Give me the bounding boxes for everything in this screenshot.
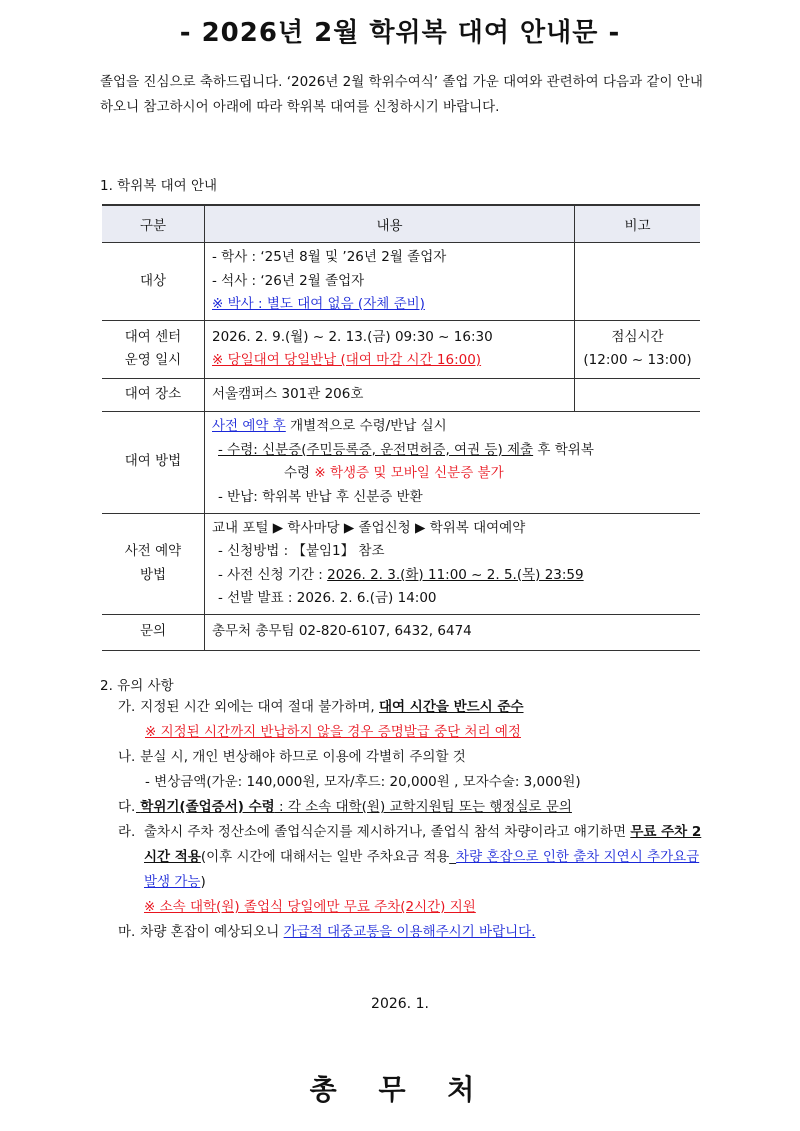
- note-ga-label: 가.: [118, 699, 136, 715]
- note-na-label: 나.: [118, 749, 136, 765]
- center-hours: 2026. 2. 9.(월) ~ 2. 13.(금) 09:30 ~ 16:30: [212, 328, 493, 345]
- method-line1: [212, 415, 693, 439]
- note-ma-label: 마.: [118, 924, 136, 940]
- center-content: [205, 320, 575, 378]
- note-ma-b: 가급적 대중교통을 이용해주시기 바랍니다.: [283, 924, 536, 940]
- target-content: [205, 243, 575, 321]
- section1-heading: 1. 학위복 대여 안내: [100, 178, 218, 194]
- note-ga: [100, 695, 705, 720]
- header-content: 내용: [205, 205, 575, 243]
- reserve-label-line2: 방법: [139, 566, 167, 583]
- table-row-method: [102, 411, 700, 513]
- note-na-a: 분실 시, 개인 변상해야 하므로 이용에 각별히 주의할 것: [140, 749, 466, 765]
- header-category: 구분: [102, 205, 205, 243]
- reserve-period: [212, 564, 693, 588]
- method-label: 대여 방법: [102, 411, 205, 513]
- method-reservation-required: 사전 예약 후: [212, 418, 286, 434]
- document-title: - 2026년 2월 학위복 대여 안내문 -: [179, 18, 621, 48]
- notes-list: [100, 695, 705, 945]
- note-ra-d: 차량 혼잡으로 인한 출차 지연시 추가요금 발생 가능: [144, 849, 700, 890]
- issue-date: 2026. 1.: [371, 996, 429, 1012]
- center-label-line2: 운영 일시: [124, 352, 182, 368]
- table-header-row: [102, 205, 700, 243]
- note-ma: [100, 920, 705, 945]
- note-na: [100, 745, 705, 770]
- note-ma-a: 차량 혼잡이 예상되오니: [140, 924, 284, 940]
- center-label: [102, 320, 205, 378]
- method-id-warning: ※ 학생증 및 모바일 신분증 불가: [314, 465, 504, 481]
- place-label: 대여 장소: [102, 378, 205, 411]
- note-ra: [100, 820, 705, 895]
- reserve-label: [102, 513, 205, 614]
- note-ra-c: (이후 시간에 대해서는 일반 주차요금 적용_: [200, 849, 457, 865]
- table-row-center: [102, 320, 700, 378]
- note-ra-text: [136, 820, 705, 895]
- table-row-target: [102, 243, 700, 321]
- issuer-signature: 총 무 처: [309, 1073, 491, 1106]
- header-note: 비고: [575, 205, 701, 243]
- reserve-content: [205, 513, 701, 614]
- note-ra-b: 무료 주차 2시간 적용: [144, 824, 702, 865]
- section2-heading: 2. 유의 사항: [100, 678, 174, 694]
- note-ga-sub: ※ 지정된 시간까지 반납하지 않을 경우 증명발급 중단 처리 예정: [145, 724, 521, 740]
- method-receive-id: - 수령: 신분증(주민등록증, 운전면허증, 여권 등) 제출: [218, 441, 534, 458]
- note-ga-b: 대여 시간을 반드시 준수: [379, 699, 524, 715]
- note-ga-text: [136, 695, 705, 720]
- method-line3: [212, 462, 693, 486]
- note-ga-a: 지정된 시간 외에는 대여 절대 불가하며,: [140, 699, 379, 715]
- place-note: [575, 378, 701, 411]
- note-da-text: [136, 795, 705, 820]
- note-ma-text: [136, 920, 705, 945]
- reserve-period-dates: 2026. 2. 3.(화) 11:00 ~ 2. 5.(목) 23:59: [327, 566, 584, 583]
- reserve-announce: - 선발 발표 : 2026. 2. 6.(금) 14:00: [218, 590, 437, 606]
- place-value: 서울캠퍼스 301관 206호: [205, 378, 575, 411]
- note-da-b: : 각 소속 대학(원) 교학지원팀 또는 행정실로 문의: [274, 799, 572, 815]
- target-label: 대상: [102, 243, 205, 321]
- method-line4: - 반납: 학위복 반납 후 신분증 반환: [218, 488, 423, 505]
- note-na-sub: - 변상금액(가운: 140,000원, 모자/후드: 20,000원 , 모자수술: 3,000원): [145, 774, 581, 790]
- target-line-master: - 석사 : ‘26년 2월 졸업자: [212, 272, 365, 289]
- target-note: [575, 243, 701, 321]
- table-row-place: [102, 378, 700, 411]
- contact-label: 문의: [102, 614, 205, 650]
- table-row-contact: [102, 614, 700, 650]
- method-line2: [212, 439, 693, 463]
- rental-info-table: [102, 204, 700, 651]
- lunch-label: 점심시간: [611, 328, 664, 345]
- method-line2-rest: 후 학위복: [533, 441, 594, 458]
- center-same-day-note: ※ 당일대여 당일반납 (대여 마감 시간 16:00): [212, 352, 482, 368]
- note-ra-a: 출차시 주차 정산소에 졸업식순지를 제시하거나, 졸업식 참석 차량이라고 얘기하면: [144, 824, 631, 840]
- target-line-bachelor: - 학사 : ‘25년 8월 및 ’26년 2월 졸업자: [212, 249, 447, 265]
- note-ga-sub-row: [100, 720, 705, 745]
- method-content: [205, 411, 701, 513]
- center-note: [575, 320, 701, 378]
- center-label-line1: 대여 센터: [124, 328, 182, 345]
- note-da: [100, 795, 705, 820]
- note-ra-label: 라.: [118, 824, 136, 840]
- reserve-path: 교내 포털 ▶ 학사마당 ▶ 졸업신청 ▶ 학위복 대여예약: [212, 519, 526, 536]
- contact-value: 총무처 총무팀 02-820-6107, 6432, 6474: [205, 614, 701, 650]
- target-line-doctor: ※ 박사 : 별도 대여 없음 (자체 준비): [212, 296, 425, 312]
- reserve-period-label: - 사전 신청 기간 :: [218, 566, 328, 583]
- intro-paragraph: 졸업을 진심으로 축하드립니다. ‘2026년 2월 학위수여식’ 졸업 가운 대여와 관련하여 다음과 같이 안내하오니 참고하시어 아래에 따라 학위복 대여를 신청하시기 바랍니다.: [100, 74, 703, 115]
- note-na-text: [136, 745, 705, 770]
- lunch-hours: (12:00 ~ 13:00): [583, 352, 692, 368]
- note-ra-e: ): [200, 874, 206, 890]
- method-receive-word: 수령: [284, 465, 315, 481]
- note-da-a: 학위기(졸업증서) 수령: [140, 799, 275, 815]
- note-ra-sub: ※ 소속 대학(원) 졸업식 당일에만 무료 주차(2시간) 지원: [144, 899, 476, 915]
- reserve-label-line1: 사전 예약: [124, 543, 182, 559]
- note-da-label: 다.: [118, 799, 136, 815]
- reserve-how: - 신청방법 : 【붙임1】 참조: [218, 543, 385, 559]
- note-ra-sub-row: [100, 895, 705, 920]
- method-line1-rest: 개별적으로 수령/반납 실시: [285, 418, 447, 434]
- table-row-reserve: [102, 513, 700, 614]
